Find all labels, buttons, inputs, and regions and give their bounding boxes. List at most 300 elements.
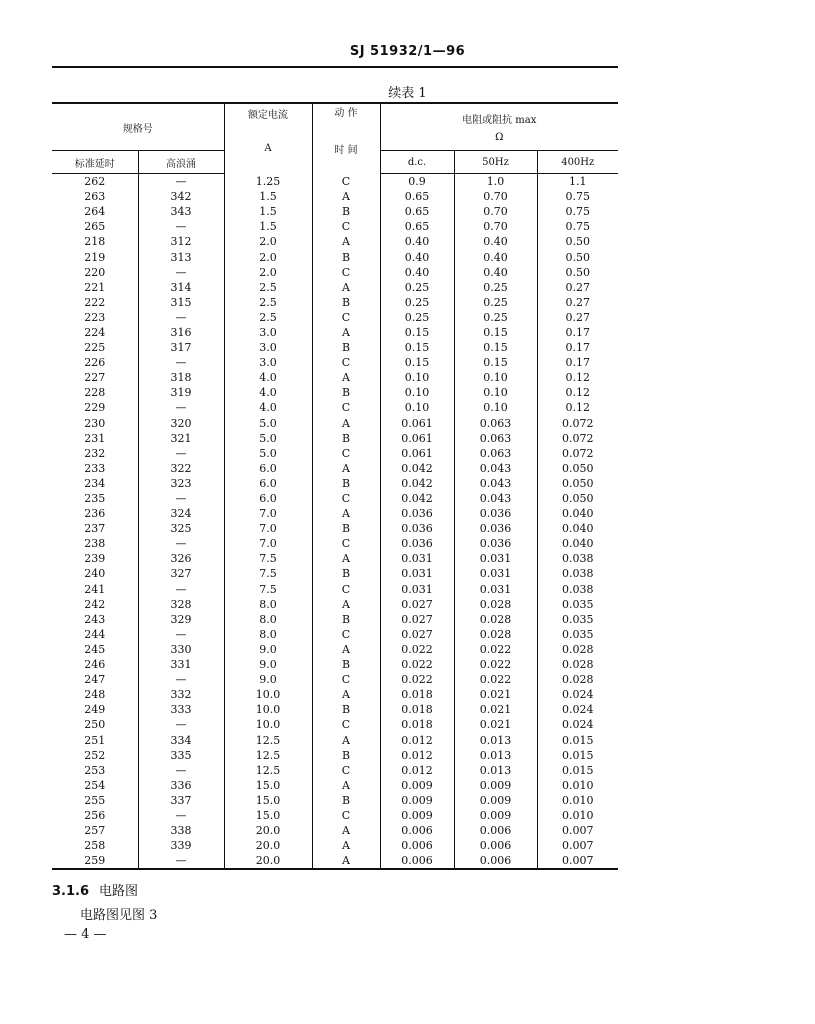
cell-rated-current: 8.0	[224, 612, 312, 627]
cell-50hz: 0.028	[454, 597, 537, 612]
table-row	[52, 612, 618, 627]
cell-rated-current: 4.0	[224, 385, 312, 400]
cell-std-delay: 230	[84, 416, 106, 430]
table-row	[52, 325, 618, 340]
cell-high-surge: —	[138, 265, 224, 280]
cell-std-delay: 236	[84, 507, 106, 521]
cell-rated-current: 2.5	[224, 280, 312, 295]
cell-dc: 0.10	[380, 400, 454, 415]
cell-50hz: 0.10	[454, 370, 537, 385]
cell-dc: 0.006	[380, 823, 454, 838]
cell-high-surge: —	[138, 491, 224, 506]
table-row	[52, 657, 618, 672]
cell-dc: 0.25	[380, 295, 454, 310]
cell-400hz: 0.024	[537, 702, 618, 717]
cell-50hz: 1.0	[454, 174, 537, 190]
cell-400hz: 0.038	[537, 551, 618, 566]
cell-high-surge: 324	[138, 506, 224, 521]
cell-rated-current: 9.0	[224, 672, 312, 687]
cell-high-surge: —	[138, 763, 224, 778]
cell-action-time: A	[312, 461, 380, 476]
cell-rated-current: 2.5	[224, 310, 312, 325]
col-50hz-header: 50Hz	[454, 151, 537, 174]
cell-high-surge: 326	[138, 551, 224, 566]
cell-50hz: 0.043	[454, 476, 537, 491]
table-row	[52, 204, 618, 219]
cell-400hz: 0.040	[537, 506, 618, 521]
cell-rated-current: 7.0	[224, 536, 312, 551]
table-row	[52, 838, 618, 853]
cell-dc: 0.036	[380, 506, 454, 521]
cell-high-surge: —	[138, 446, 224, 461]
cell-std-delay: 259	[52, 853, 138, 869]
cell-high-surge: 333	[138, 702, 224, 717]
resistance-label: 电阻或阻抗 max	[462, 115, 537, 126]
cell-400hz: 0.015	[537, 763, 618, 778]
cell-action-time: C	[312, 491, 380, 506]
cell-std-delay: 228	[84, 386, 106, 400]
cell-50hz: 0.10	[454, 400, 537, 415]
cell-400hz: 0.035	[537, 627, 618, 642]
cell-dc: 0.9	[380, 174, 454, 190]
cell-rated-current: 20.0	[224, 838, 312, 853]
cell-high-surge: —	[138, 355, 224, 370]
cell-50hz: 0.043	[454, 491, 537, 506]
cell-400hz: 0.015	[537, 748, 618, 763]
cell-std-delay: 234	[84, 476, 106, 490]
cell-high-surge: 332	[138, 687, 224, 702]
page-number: — 4 —	[64, 927, 107, 942]
cell-action-time: A	[312, 732, 380, 747]
cell-50hz: 0.013	[454, 732, 537, 747]
cell-high-surge: 336	[138, 778, 224, 793]
cell-dc: 0.022	[380, 642, 454, 657]
cell-high-surge: 330	[138, 642, 224, 657]
cell-dc: 0.018	[380, 702, 454, 717]
cell-400hz: 0.50	[537, 234, 618, 249]
action-time-label-2: 时 间	[334, 144, 358, 156]
cell-std-delay: 231	[84, 431, 106, 445]
cell-400hz: 0.27	[537, 280, 618, 295]
cell-50hz: 0.031	[454, 582, 537, 597]
cell-dc: 0.022	[380, 672, 454, 687]
cell-rated-current: 8.0	[224, 597, 312, 612]
cell-std-delay: 241	[84, 582, 106, 596]
cell-dc: 0.009	[380, 778, 454, 793]
cell-action-time: C	[312, 627, 380, 642]
cell-action-time: A	[312, 189, 380, 204]
cell-dc: 0.006	[380, 838, 454, 853]
cell-std-delay: 258	[84, 839, 106, 853]
cell-high-surge: —	[138, 853, 224, 869]
cell-50hz: 0.028	[454, 612, 537, 627]
cell-high-surge: —	[138, 627, 224, 642]
cell-action-time: C	[312, 672, 380, 687]
cell-rated-current: 2.0	[224, 249, 312, 264]
cell-rated-current: 7.5	[224, 566, 312, 581]
cell-action-time: C	[312, 400, 380, 415]
cell-rated-current: 5.0	[224, 416, 312, 431]
cell-400hz: 0.050	[537, 476, 618, 491]
cell-high-surge: 328	[138, 597, 224, 612]
cell-high-surge: 327	[138, 566, 224, 581]
cell-std-delay: 254	[84, 778, 106, 792]
table-row	[52, 627, 618, 642]
table-row	[52, 551, 618, 566]
cell-400hz: 0.015	[537, 732, 618, 747]
table-row	[52, 234, 618, 249]
cell-high-surge: —	[138, 582, 224, 597]
table-row	[52, 416, 618, 431]
cell-dc: 0.018	[380, 717, 454, 732]
cell-dc: 0.031	[380, 582, 454, 597]
table-row	[52, 702, 618, 717]
cell-400hz: 0.024	[537, 717, 618, 732]
header-rule	[52, 66, 618, 68]
cell-400hz: 0.75	[537, 219, 618, 234]
cell-high-surge: 313	[138, 249, 224, 264]
cell-rated-current: 4.0	[224, 370, 312, 385]
cell-50hz: 0.021	[454, 702, 537, 717]
cell-50hz: 0.022	[454, 657, 537, 672]
section-heading	[52, 880, 138, 899]
cell-std-delay: 262	[84, 175, 106, 189]
cell-std-delay: 245	[84, 642, 106, 656]
cell-400hz: 0.010	[537, 793, 618, 808]
cell-high-surge: 317	[138, 340, 224, 355]
cell-rated-current: 9.0	[224, 657, 312, 672]
cell-high-surge: 335	[138, 748, 224, 763]
table-row	[52, 446, 618, 461]
cell-high-surge: —	[138, 536, 224, 551]
cell-dc: 0.031	[380, 551, 454, 566]
table-row	[52, 566, 618, 581]
cell-std-delay: 249	[84, 703, 106, 717]
cell-std-delay: 235	[84, 492, 106, 506]
cell-dc: 0.65	[380, 204, 454, 219]
cell-rated-current: 6.0	[224, 461, 312, 476]
col-dc-header: d.c.	[380, 151, 454, 174]
table-row	[52, 672, 618, 687]
cell-action-time: C	[312, 446, 380, 461]
cell-std-delay: 247	[84, 673, 106, 687]
cell-dc: 0.65	[380, 219, 454, 234]
cell-dc: 0.40	[380, 249, 454, 264]
table-row	[52, 748, 618, 763]
cell-rated-current: 12.5	[224, 748, 312, 763]
table-row	[52, 763, 618, 778]
cell-high-surge: —	[138, 174, 224, 190]
cell-std-delay: 239	[84, 552, 106, 566]
table-row	[52, 340, 618, 355]
cell-50hz: 0.028	[454, 627, 537, 642]
cell-400hz: 0.028	[537, 657, 618, 672]
cell-high-surge: 321	[138, 431, 224, 446]
cell-std-delay: 238	[84, 537, 106, 551]
cell-dc: 0.012	[380, 763, 454, 778]
table-row	[52, 536, 618, 551]
cell-rated-current: 7.0	[224, 521, 312, 536]
cell-dc: 0.031	[380, 566, 454, 581]
cell-400hz: 0.50	[537, 265, 618, 280]
cell-action-time: B	[312, 295, 380, 310]
cell-high-surge: —	[138, 219, 224, 234]
cell-action-time: B	[312, 748, 380, 763]
cell-50hz: 0.009	[454, 778, 537, 793]
cell-dc: 0.15	[380, 355, 454, 370]
cell-400hz: 0.010	[537, 808, 618, 823]
cell-rated-current: 10.0	[224, 717, 312, 732]
cell-high-surge: 318	[138, 370, 224, 385]
cell-50hz: 0.063	[454, 431, 537, 446]
cell-400hz: 0.072	[537, 446, 618, 461]
cell-400hz: 0.75	[537, 204, 618, 219]
cell-400hz: 0.17	[537, 340, 618, 355]
cell-dc: 0.022	[380, 657, 454, 672]
cell-rated-current: 20.0	[224, 823, 312, 838]
cell-high-surge: 339	[138, 838, 224, 853]
cell-action-time: C	[312, 717, 380, 732]
resistance-unit: Ω	[495, 132, 504, 143]
cell-400hz: 0.12	[537, 370, 618, 385]
cell-dc: 0.012	[380, 748, 454, 763]
cell-dc: 0.061	[380, 431, 454, 446]
cell-action-time: B	[312, 204, 380, 219]
table-row	[52, 853, 618, 869]
cell-50hz: 0.25	[454, 280, 537, 295]
cell-400hz: 0.040	[537, 536, 618, 551]
cell-400hz: 0.072	[537, 416, 618, 431]
cell-action-time: B	[312, 566, 380, 581]
section-number: 3.1.6	[52, 884, 90, 899]
col-400hz-header: 400Hz	[537, 151, 618, 174]
cell-std-delay: 244	[84, 627, 106, 641]
cell-rated-current: 5.0	[224, 431, 312, 446]
cell-50hz: 0.021	[454, 687, 537, 702]
table-row	[52, 732, 618, 747]
cell-high-surge: —	[138, 310, 224, 325]
table-row	[52, 370, 618, 385]
cell-rated-current: 15.0	[224, 778, 312, 793]
cell-high-surge: 322	[138, 461, 224, 476]
cell-action-time: B	[312, 793, 380, 808]
cell-rated-current: 7.5	[224, 582, 312, 597]
cell-400hz: 0.050	[537, 491, 618, 506]
cell-action-time: C	[312, 808, 380, 823]
cell-50hz: 0.15	[454, 340, 537, 355]
cell-dc: 0.061	[380, 446, 454, 461]
cell-action-time: A	[312, 853, 380, 869]
cell-rated-current: 2.0	[224, 265, 312, 280]
cell-rated-current: 12.5	[224, 732, 312, 747]
cell-dc: 0.009	[380, 808, 454, 823]
table-row	[52, 280, 618, 295]
cell-std-delay: 218	[84, 235, 106, 249]
cell-action-time: C	[312, 219, 380, 234]
cell-rated-current: 1.5	[224, 189, 312, 204]
cell-action-time: A	[312, 416, 380, 431]
cell-rated-current: 1.25	[224, 174, 312, 190]
cell-rated-current: 15.0	[224, 793, 312, 808]
action-time-label-1: 动 作	[334, 107, 358, 119]
cell-std-delay: 229	[84, 401, 106, 415]
cell-50hz: 0.043	[454, 461, 537, 476]
cell-high-surge: —	[138, 717, 224, 732]
cell-std-delay: 253	[84, 763, 106, 777]
cell-std-delay: 221	[84, 280, 106, 294]
cell-rated-current: 8.0	[224, 627, 312, 642]
table-row	[52, 189, 618, 204]
cell-action-time: A	[312, 823, 380, 838]
cell-rated-current: 10.0	[224, 702, 312, 717]
cell-400hz: 0.007	[537, 823, 618, 838]
cell-dc: 0.036	[380, 521, 454, 536]
cell-dc: 0.65	[380, 189, 454, 204]
cell-400hz: 0.072	[537, 431, 618, 446]
cell-std-delay: 227	[84, 371, 106, 385]
cell-std-delay: 219	[84, 250, 106, 264]
cell-400hz: 0.12	[537, 385, 618, 400]
cell-action-time: A	[312, 325, 380, 340]
cell-50hz: 0.25	[454, 310, 537, 325]
table-row	[52, 265, 618, 280]
cell-50hz: 0.063	[454, 416, 537, 431]
cell-high-surge: —	[138, 672, 224, 687]
cell-400hz: 0.035	[537, 612, 618, 627]
cell-dc: 0.018	[380, 687, 454, 702]
cell-dc: 0.027	[380, 627, 454, 642]
cell-rated-current: 2.0	[224, 234, 312, 249]
cell-dc: 0.15	[380, 325, 454, 340]
cell-50hz: 0.013	[454, 748, 537, 763]
cell-rated-current: 7.5	[224, 551, 312, 566]
table-row	[52, 355, 618, 370]
table-row	[52, 717, 618, 732]
cell-50hz: 0.70	[454, 189, 537, 204]
cell-high-surge: 331	[138, 657, 224, 672]
cell-high-surge: 343	[138, 204, 224, 219]
cell-400hz: 0.75	[537, 189, 618, 204]
table-row	[52, 778, 618, 793]
cell-dc: 0.027	[380, 597, 454, 612]
cell-std-delay: 222	[84, 295, 106, 309]
table-row	[52, 431, 618, 446]
cell-action-time: B	[312, 249, 380, 264]
table-row	[52, 295, 618, 310]
cell-action-time: B	[312, 385, 380, 400]
body-text: 电路图见图 3	[80, 908, 158, 923]
cell-50hz: 0.036	[454, 536, 537, 551]
cell-action-time: A	[312, 234, 380, 249]
cell-50hz: 0.022	[454, 672, 537, 687]
cell-action-time: A	[312, 778, 380, 793]
cell-std-delay: 256	[84, 808, 106, 822]
cell-high-surge: 315	[138, 295, 224, 310]
cell-high-surge: 337	[138, 793, 224, 808]
cell-rated-current: 4.0	[224, 400, 312, 415]
rated-current-unit: A	[264, 142, 272, 154]
cell-std-delay: 225	[84, 341, 106, 355]
cell-50hz: 0.40	[454, 234, 537, 249]
cell-action-time: C	[312, 174, 380, 190]
rated-current-label: 额定电流	[248, 109, 288, 121]
cell-high-surge: 334	[138, 732, 224, 747]
cell-std-delay: 257	[84, 824, 106, 838]
cell-400hz: 0.17	[537, 355, 618, 370]
cell-rated-current: 1.5	[224, 219, 312, 234]
cell-action-time: B	[312, 340, 380, 355]
cell-50hz: 0.15	[454, 355, 537, 370]
table-row	[52, 249, 618, 264]
spec-table	[52, 102, 618, 870]
cell-std-delay: 248	[84, 688, 106, 702]
cell-std-delay: 255	[84, 793, 106, 807]
cell-action-time: A	[312, 687, 380, 702]
cell-400hz: 0.050	[537, 461, 618, 476]
cell-50hz: 0.25	[454, 295, 537, 310]
cell-std-delay: 264	[84, 205, 106, 219]
cell-50hz: 0.70	[454, 219, 537, 234]
cell-50hz: 0.021	[454, 717, 537, 732]
table-row	[52, 385, 618, 400]
cell-high-surge: 314	[138, 280, 224, 295]
cell-dc: 0.042	[380, 476, 454, 491]
cell-400hz: 0.17	[537, 325, 618, 340]
cell-action-time: A	[312, 597, 380, 612]
cell-action-time: C	[312, 265, 380, 280]
cell-high-surge: 323	[138, 476, 224, 491]
cell-std-delay: 237	[84, 522, 106, 536]
table-caption: 续表 1	[388, 86, 427, 101]
table-row	[52, 582, 618, 597]
cell-std-delay: 224	[84, 325, 106, 339]
cell-action-time: C	[312, 763, 380, 778]
cell-dc: 0.061	[380, 416, 454, 431]
cell-rated-current: 6.0	[224, 476, 312, 491]
cell-std-delay: 220	[84, 265, 106, 279]
section-title: 电路图	[99, 884, 139, 899]
cell-action-time: A	[312, 370, 380, 385]
cell-std-delay: 226	[84, 356, 106, 370]
cell-50hz: 0.036	[454, 521, 537, 536]
cell-50hz: 0.013	[454, 763, 537, 778]
cell-std-delay: 252	[84, 748, 106, 762]
cell-50hz: 0.15	[454, 325, 537, 340]
cell-high-surge: 320	[138, 416, 224, 431]
cell-dc: 0.042	[380, 461, 454, 476]
cell-std-delay: 250	[84, 718, 106, 732]
cell-action-time: A	[312, 642, 380, 657]
table-row	[52, 219, 618, 234]
cell-std-delay: 233	[84, 461, 106, 475]
cell-high-surge: 329	[138, 612, 224, 627]
col-resistance-header	[380, 103, 618, 151]
cell-action-time: A	[312, 551, 380, 566]
cell-400hz: 0.035	[537, 597, 618, 612]
document-header: SJ 51932/1—96	[349, 44, 466, 59]
cell-50hz: 0.022	[454, 642, 537, 657]
cell-400hz: 0.007	[537, 838, 618, 853]
cell-400hz: 0.12	[537, 400, 618, 415]
cell-rated-current: 2.5	[224, 295, 312, 310]
table-row	[52, 642, 618, 657]
cell-rated-current: 1.5	[224, 204, 312, 219]
table-row	[52, 476, 618, 491]
table-row	[52, 506, 618, 521]
cell-50hz: 0.10	[454, 385, 537, 400]
cell-high-surge: 312	[138, 234, 224, 249]
cell-high-surge: 338	[138, 823, 224, 838]
